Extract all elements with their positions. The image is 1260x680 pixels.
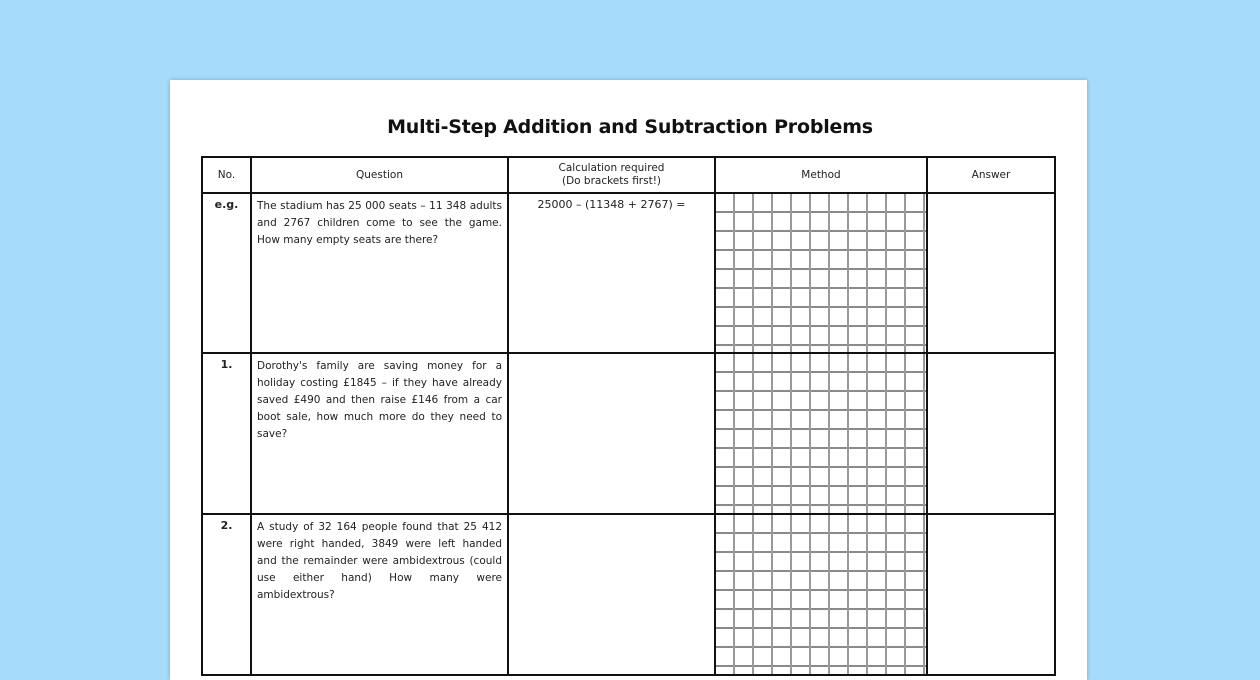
header-calc-line2: (Do brackets first!): [561, 175, 662, 187]
header-calculation: [508, 157, 715, 193]
header-no: No.: [202, 157, 251, 193]
method-grid[interactable]: [715, 193, 927, 353]
worksheet-title: Multi-Step Addition and Subtraction Problems: [387, 116, 873, 138]
problems-table: [201, 156, 1056, 676]
header-question: Question: [251, 157, 508, 193]
header-calc-line1: Calculation required: [558, 162, 665, 174]
row-number: 2.: [202, 514, 251, 675]
answer-cell[interactable]: [927, 193, 1055, 353]
row-number: e.g.: [202, 193, 251, 353]
header-answer: Answer: [927, 157, 1055, 193]
answer-cell[interactable]: [927, 514, 1055, 675]
table-row: [202, 353, 1055, 514]
table-row: [202, 193, 1055, 353]
calculation-cell: 25000 – (11348 + 2767) =: [508, 193, 715, 353]
table-row: [202, 514, 1055, 675]
calculation-cell[interactable]: [508, 514, 715, 675]
question-text: The stadium has 25 000 seats – 11 348 adults and 2767 children come to see the game. How many empty seats are there?: [251, 193, 508, 353]
method-grid[interactable]: [715, 353, 927, 514]
row-number: 1.: [202, 353, 251, 514]
answer-cell[interactable]: [927, 353, 1055, 514]
method-grid[interactable]: [715, 514, 927, 675]
question-text: Dorothy's family are saving money for a holiday costing £1845 – if they have already saved £490 and then raise £146 from a car boot sale, how much more do they need to save?: [251, 353, 508, 514]
header-method: Method: [715, 157, 927, 193]
question-text: A study of 32 164 people found that 25 412 were right handed, 3849 were left handed and the remainder were ambidextrous (could use either hand) How many were ambidextrous?: [251, 514, 508, 675]
calculation-cell[interactable]: [508, 353, 715, 514]
table-header-row: [202, 157, 1055, 193]
